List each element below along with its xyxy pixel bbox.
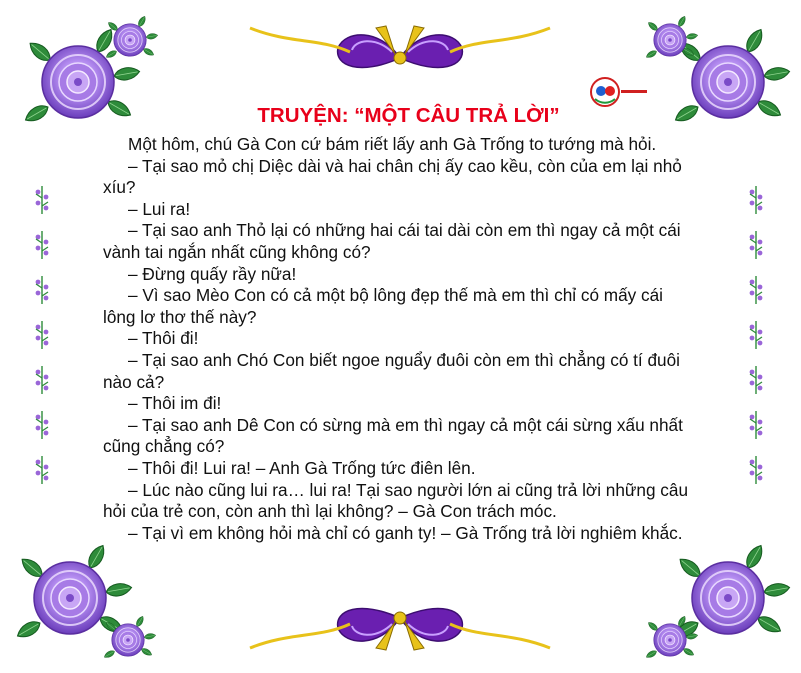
story-paragraph: – Tại sao anh Thỏ lại có những hai cái tai dài còn em thì ngay cả một cái vành tai ngắn nhất cũng không có? [103, 220, 681, 262]
ribbon-bow-icon [250, 609, 550, 650]
left-border-sprigs [36, 186, 49, 484]
purple-rose-icon [672, 542, 790, 641]
right-border-sprigs [750, 186, 763, 484]
school-logo-icon [591, 78, 647, 106]
story-paragraph: – Tại sao mỏ chị Diệc dài và hai chân chị ấy cao kều, còn của em lại nhỏ xíu? [103, 155, 682, 198]
story-paragraph: – Vì sao Mèo Con có cả một bộ lông đẹp thế mà em thì chỉ có mấy cái lông lơ thơ thế này? [103, 285, 663, 327]
story-paragraph: – Lui ra! [128, 198, 191, 219]
story-paragraph: – Thôi đi! [128, 328, 199, 349]
purple-rose-icon [645, 15, 698, 59]
story-paragraph: Một hôm, chú Gà Con cứ bám riết lấy anh Gà Trống to tướng mà hỏi. [128, 134, 657, 154]
story-paragraph: – Tại sao anh Chó Con biết ngoe nguẩy đuôi còn em thì chẳng có tí đuôi nào cả? [103, 349, 680, 392]
story-paragraph: – Tại vì em không hỏi mà chỉ có ganh ty! – Gà Trống trả lời nghiêm khắc. [128, 522, 683, 543]
story-paragraph: – Đừng quấy rầy nữa! [128, 263, 297, 284]
story-content [103, 104, 698, 544]
story-paragraph: – Thôi im đi! [128, 393, 222, 414]
story-paragraph: – Lúc nào cũng lui ra… lui ra! Tại sao người lớn ai cũng trả lời những câu hỏi của trẻ con, còn anh thì lại không? – Gà Con trách móc. [103, 479, 689, 522]
story-paragraph: – Tại sao anh Dê Con có sừng mà em thì ngay cả một cái sừng xấu nhất cũng chẳng có? [103, 414, 683, 457]
story-paragraph: – Thôi đi! Lui ra! – Anh Gà Trống tức điên lên. [128, 457, 476, 478]
story-title: TRUYỆN: “MỘT CÂU TRẢ LỜI” [257, 104, 560, 127]
ribbon-bow-icon [250, 26, 550, 67]
purple-rose-icon [14, 542, 132, 641]
purple-rose-icon [105, 15, 158, 59]
